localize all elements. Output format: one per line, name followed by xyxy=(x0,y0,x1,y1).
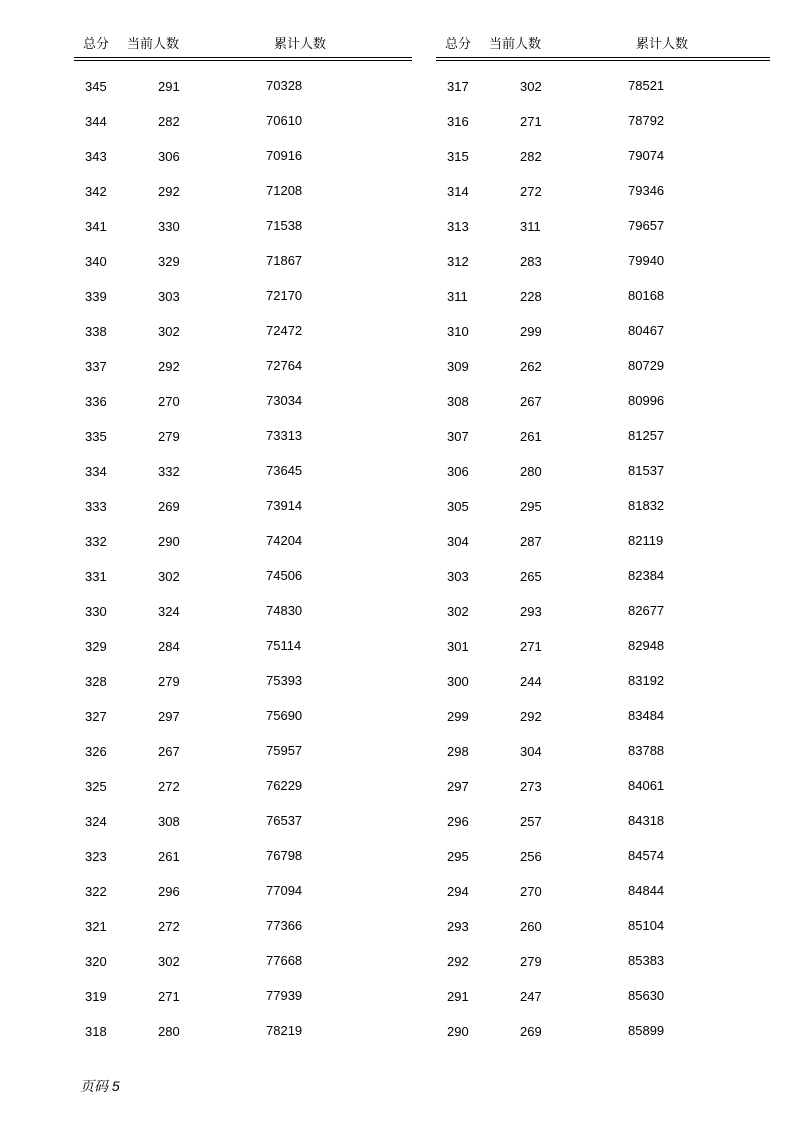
score-cell: 339 xyxy=(85,289,107,304)
current-count-cell: 282 xyxy=(158,114,180,129)
table-row xyxy=(436,779,770,814)
header-score: 总分 xyxy=(445,36,472,51)
score-cell: 324 xyxy=(85,814,107,829)
score-cell: 294 xyxy=(447,884,469,899)
cumulative-count-cell: 77366 xyxy=(266,918,303,933)
score-cell: 302 xyxy=(447,604,469,619)
cumulative-count-cell: 85383 xyxy=(628,953,665,968)
score-cell: 293 xyxy=(447,919,469,934)
score-cell: 292 xyxy=(447,954,469,969)
score-cell: 319 xyxy=(85,989,107,1004)
score-cell: 306 xyxy=(447,464,469,479)
cumulative-count-cell: 76229 xyxy=(266,778,303,793)
score-cell: 295 xyxy=(447,849,469,864)
current-count-cell: 282 xyxy=(520,149,542,164)
table-row xyxy=(436,79,770,114)
score-cell: 338 xyxy=(85,324,107,339)
current-count-cell: 292 xyxy=(158,359,180,374)
cumulative-count-cell: 71208 xyxy=(266,183,303,198)
cumulative-count-cell: 83788 xyxy=(628,743,665,758)
table-row xyxy=(74,429,412,464)
cumulative-count-cell: 85104 xyxy=(628,918,665,933)
current-count-cell: 261 xyxy=(520,429,542,444)
cumulative-count-cell: 78792 xyxy=(628,113,665,128)
cumulative-count-cell: 85630 xyxy=(628,988,665,1003)
table-row xyxy=(436,919,770,954)
current-count-cell: 290 xyxy=(158,534,180,549)
cumulative-count-cell: 73034 xyxy=(266,393,303,408)
cumulative-count-cell: 77939 xyxy=(266,988,303,1003)
table-row xyxy=(74,779,412,814)
cumulative-count-cell: 80996 xyxy=(628,393,665,408)
current-count-cell: 283 xyxy=(520,254,542,269)
table-row xyxy=(74,639,412,674)
score-cell: 299 xyxy=(447,709,469,724)
score-cell: 298 xyxy=(447,744,469,759)
cumulative-count-cell: 82384 xyxy=(628,568,665,583)
table-row xyxy=(74,289,412,324)
cumulative-count-cell: 72170 xyxy=(266,288,303,303)
table-row xyxy=(436,149,770,184)
cumulative-count-cell: 74204 xyxy=(266,533,303,548)
table-row xyxy=(74,674,412,709)
current-count-cell: 279 xyxy=(520,954,542,969)
table-row xyxy=(74,79,412,114)
table-row xyxy=(436,814,770,849)
table-row xyxy=(436,359,770,394)
score-table-left xyxy=(74,0,412,1080)
score-cell: 307 xyxy=(447,429,469,444)
current-count-cell: 272 xyxy=(520,184,542,199)
current-count-cell: 303 xyxy=(158,289,180,304)
table-row xyxy=(436,674,770,709)
table-row xyxy=(436,394,770,429)
current-count-cell: 265 xyxy=(520,569,542,584)
table-row xyxy=(436,744,770,779)
score-cell: 327 xyxy=(85,709,107,724)
table-row xyxy=(436,639,770,674)
score-cell: 313 xyxy=(447,219,469,234)
current-count-cell: 261 xyxy=(158,849,180,864)
score-cell: 336 xyxy=(85,394,107,409)
current-count-cell: 269 xyxy=(158,499,180,514)
table-rows xyxy=(436,79,770,1059)
cumulative-count-cell: 75114 xyxy=(266,638,302,653)
current-count-cell: 267 xyxy=(158,744,180,759)
table-row xyxy=(74,114,412,149)
table-row xyxy=(74,254,412,289)
score-cell: 332 xyxy=(85,534,107,549)
cumulative-count-cell: 75393 xyxy=(266,673,303,688)
current-count-cell: 269 xyxy=(520,1024,542,1039)
header-cumulative-count: 累计人数 xyxy=(636,36,689,51)
cumulative-count-cell: 81832 xyxy=(628,498,665,513)
current-count-cell: 228 xyxy=(520,289,542,304)
header-divider-bottom xyxy=(74,60,412,61)
score-cell: 330 xyxy=(85,604,107,619)
table-row xyxy=(436,499,770,534)
header-divider-top xyxy=(436,57,770,58)
current-count-cell: 296 xyxy=(158,884,180,899)
table-row xyxy=(436,114,770,149)
score-cell: 340 xyxy=(85,254,107,269)
cumulative-count-cell: 80729 xyxy=(628,358,665,373)
score-cell: 325 xyxy=(85,779,107,794)
table-row xyxy=(74,219,412,254)
score-cell: 316 xyxy=(447,114,469,129)
score-cell: 342 xyxy=(85,184,107,199)
cumulative-count-cell: 84574 xyxy=(628,848,665,863)
score-cell: 304 xyxy=(447,534,469,549)
score-cell: 290 xyxy=(447,1024,469,1039)
cumulative-count-cell: 70328 xyxy=(266,78,303,93)
current-count-cell: 244 xyxy=(520,674,542,689)
cumulative-count-cell: 79346 xyxy=(628,183,665,198)
current-count-cell: 247 xyxy=(520,989,542,1004)
current-count-cell: 308 xyxy=(158,814,180,829)
current-count-cell: 271 xyxy=(158,989,180,1004)
table-row xyxy=(74,744,412,779)
score-cell: 300 xyxy=(447,674,469,689)
cumulative-count-cell: 82677 xyxy=(628,603,665,618)
cumulative-count-cell: 71538 xyxy=(266,218,303,233)
cumulative-count-cell: 72764 xyxy=(266,358,303,373)
cumulative-count-cell: 74830 xyxy=(266,603,303,618)
current-count-cell: 267 xyxy=(520,394,542,409)
score-cell: 320 xyxy=(85,954,107,969)
cumulative-count-cell: 84061 xyxy=(628,778,665,793)
score-cell: 345 xyxy=(85,79,107,94)
score-cell: 301 xyxy=(447,639,469,654)
score-table-right xyxy=(436,0,770,1080)
cumulative-count-cell: 76537 xyxy=(266,813,303,828)
cumulative-count-cell: 83192 xyxy=(628,673,665,688)
cumulative-count-cell: 85899 xyxy=(628,1023,665,1038)
cumulative-count-cell: 73645 xyxy=(266,463,303,478)
table-row xyxy=(436,604,770,639)
cumulative-count-cell: 82119 xyxy=(628,533,664,548)
table-row xyxy=(74,499,412,534)
score-cell: 323 xyxy=(85,849,107,864)
current-count-cell: 271 xyxy=(520,639,542,654)
current-count-cell: 329 xyxy=(158,254,180,269)
current-count-cell: 302 xyxy=(520,79,542,94)
table-row xyxy=(74,569,412,604)
header-current-count: 当前人数 xyxy=(489,36,542,51)
score-cell: 335 xyxy=(85,429,107,444)
table-row xyxy=(74,464,412,499)
score-cell: 309 xyxy=(447,359,469,374)
table-row xyxy=(436,849,770,884)
table-row xyxy=(436,464,770,499)
score-cell: 334 xyxy=(85,464,107,479)
current-count-cell: 330 xyxy=(158,219,180,234)
current-count-cell: 306 xyxy=(158,149,180,164)
table-row xyxy=(74,394,412,429)
cumulative-count-cell: 73914 xyxy=(266,498,303,513)
current-count-cell: 272 xyxy=(158,779,180,794)
current-count-cell: 280 xyxy=(158,1024,180,1039)
current-count-cell: 279 xyxy=(158,674,180,689)
table-row xyxy=(436,709,770,744)
cumulative-count-cell: 79657 xyxy=(628,218,665,233)
score-cell: 329 xyxy=(85,639,107,654)
cumulative-count-cell: 78521 xyxy=(628,78,665,93)
current-count-cell: 287 xyxy=(520,534,542,549)
score-cell: 343 xyxy=(85,149,107,164)
table-row xyxy=(436,289,770,324)
score-cell: 296 xyxy=(447,814,469,829)
cumulative-count-cell: 82948 xyxy=(628,638,665,653)
score-cell: 312 xyxy=(447,254,469,269)
table-row xyxy=(74,604,412,639)
cumulative-count-cell: 70916 xyxy=(266,148,303,163)
table-row xyxy=(436,884,770,919)
current-count-cell: 297 xyxy=(158,709,180,724)
table-row xyxy=(436,954,770,989)
current-count-cell: 295 xyxy=(520,499,542,514)
table-row xyxy=(74,954,412,989)
cumulative-count-cell: 74506 xyxy=(266,568,303,583)
header-divider-bottom xyxy=(436,60,770,61)
score-cell: 317 xyxy=(447,79,469,94)
current-count-cell: 324 xyxy=(158,604,180,619)
table-row xyxy=(74,849,412,884)
score-cell: 322 xyxy=(85,884,107,899)
score-cell: 308 xyxy=(447,394,469,409)
table-row xyxy=(74,149,412,184)
score-cell: 337 xyxy=(85,359,107,374)
table-row xyxy=(436,184,770,219)
score-cell: 314 xyxy=(447,184,469,199)
table-row xyxy=(74,814,412,849)
score-cell: 333 xyxy=(85,499,107,514)
table-header xyxy=(436,33,770,51)
current-count-cell: 299 xyxy=(520,324,542,339)
cumulative-count-cell: 84318 xyxy=(628,813,665,828)
current-count-cell: 270 xyxy=(158,394,180,409)
table-row xyxy=(436,429,770,464)
table-row xyxy=(74,184,412,219)
header-divider-top xyxy=(74,57,412,58)
table-header xyxy=(74,33,412,51)
cumulative-count-cell: 71867 xyxy=(266,253,303,268)
cumulative-count-cell: 81257 xyxy=(628,428,665,443)
table-row xyxy=(74,989,412,1024)
current-count-cell: 260 xyxy=(520,919,542,934)
current-count-cell: 302 xyxy=(158,569,180,584)
cumulative-count-cell: 80467 xyxy=(628,323,665,338)
cumulative-count-cell: 78219 xyxy=(266,1023,303,1038)
current-count-cell: 270 xyxy=(520,884,542,899)
current-count-cell: 279 xyxy=(158,429,180,444)
cumulative-count-cell: 81537 xyxy=(628,463,665,478)
cumulative-count-cell: 80168 xyxy=(628,288,665,303)
score-cell: 297 xyxy=(447,779,469,794)
score-cell: 326 xyxy=(85,744,107,759)
cumulative-count-cell: 72472 xyxy=(266,323,303,338)
table-row xyxy=(436,1024,770,1059)
score-cell: 291 xyxy=(447,989,469,1004)
header-cumulative-count: 累计人数 xyxy=(274,36,327,51)
current-count-cell: 257 xyxy=(520,814,542,829)
table-row xyxy=(74,709,412,744)
cumulative-count-cell: 79940 xyxy=(628,253,665,268)
current-count-cell: 271 xyxy=(520,114,542,129)
score-cell: 344 xyxy=(85,114,107,129)
current-count-cell: 332 xyxy=(158,464,180,479)
table-row xyxy=(436,219,770,254)
table-row xyxy=(436,324,770,359)
cumulative-count-cell: 73313 xyxy=(266,428,303,443)
table-row xyxy=(74,884,412,919)
table-row xyxy=(74,1024,412,1059)
current-count-cell: 262 xyxy=(520,359,542,374)
table-row xyxy=(436,569,770,604)
score-cell: 328 xyxy=(85,674,107,689)
score-cell: 318 xyxy=(85,1024,107,1039)
current-count-cell: 284 xyxy=(158,639,180,654)
score-cell: 341 xyxy=(85,219,107,234)
score-cell: 305 xyxy=(447,499,469,514)
current-count-cell: 302 xyxy=(158,954,180,969)
cumulative-count-cell: 77094 xyxy=(266,883,303,898)
page-number: 页码 5 xyxy=(80,1078,120,1094)
table-row xyxy=(74,919,412,954)
current-count-cell: 292 xyxy=(520,709,542,724)
cumulative-count-cell: 75690 xyxy=(266,708,303,723)
current-count-cell: 280 xyxy=(520,464,542,479)
current-count-cell: 291 xyxy=(158,79,180,94)
cumulative-count-cell: 83484 xyxy=(628,708,665,723)
table-row xyxy=(436,254,770,289)
current-count-cell: 292 xyxy=(158,184,180,199)
current-count-cell: 304 xyxy=(520,744,542,759)
cumulative-count-cell: 77668 xyxy=(266,953,303,968)
current-count-cell: 273 xyxy=(520,779,542,794)
cumulative-count-cell: 75957 xyxy=(266,743,303,758)
table-row xyxy=(74,359,412,394)
table-row xyxy=(436,534,770,569)
header-current-count: 当前人数 xyxy=(127,36,180,51)
score-cell: 315 xyxy=(447,149,469,164)
table-row xyxy=(74,324,412,359)
header-score: 总分 xyxy=(83,36,110,51)
current-count-cell: 293 xyxy=(520,604,542,619)
table-row xyxy=(436,989,770,1024)
score-cell: 321 xyxy=(85,919,107,934)
table-rows xyxy=(74,79,412,1059)
cumulative-count-cell: 84844 xyxy=(628,883,665,898)
cumulative-count-cell: 76798 xyxy=(266,848,303,863)
cumulative-count-cell: 70610 xyxy=(266,113,303,128)
cumulative-count-cell: 79074 xyxy=(628,148,665,163)
current-count-cell: 256 xyxy=(520,849,542,864)
score-cell: 310 xyxy=(447,324,469,339)
current-count-cell: 302 xyxy=(158,324,180,339)
score-cell: 331 xyxy=(85,569,107,584)
current-count-cell: 272 xyxy=(158,919,180,934)
current-count-cell: 311 xyxy=(520,219,541,234)
table-row xyxy=(74,534,412,569)
score-cell: 303 xyxy=(447,569,469,584)
score-cell: 311 xyxy=(447,289,468,304)
